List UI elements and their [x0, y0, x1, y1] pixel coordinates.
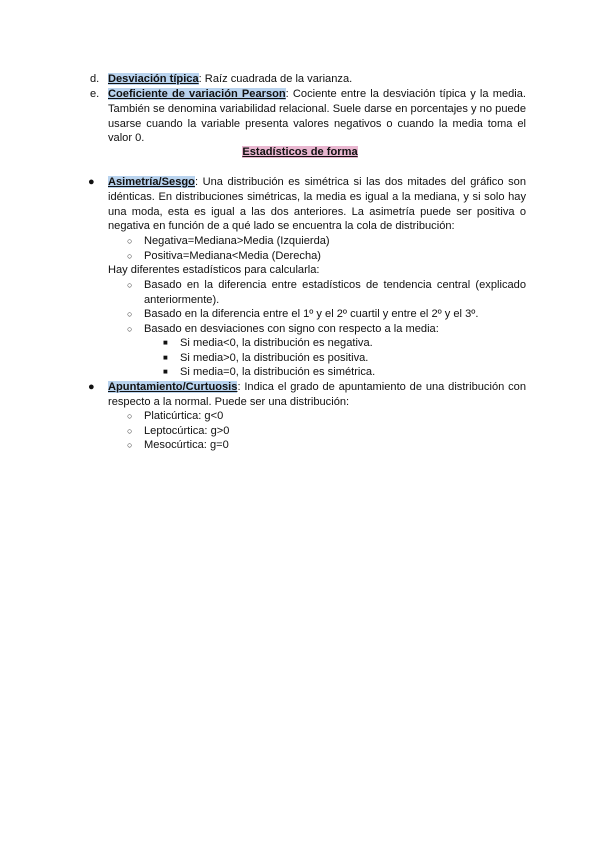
definition-text: : Raíz cuadrada de la varianza. [198, 73, 353, 85]
definition-text: : Una distribución es simétrica si las dos mitades del gráfico son idénticas. En distribuciones simétricas, la media es igual a la mediana, y si solo hay una moda, esta es igual a las dos anteriores. La asimetría puede ser positiva o negativa en función de a qué lado se encuentra la cola de distribución: [108, 176, 526, 233]
document-page: d. Desviación típica: Raíz cuadrada de la varianza. e. Coeficiente de variación Pearson: Cociente entre la desviación típica y la media. También se denomina variabilidad relacional. Suele darse en porcentajes y no puede usarse cuando la variable presenta valores negativos o cuando la media toma el valor 0. Estadísticos de forma ● Asimetría/Sesgo: Una distribución es simétrica si las dos mitades del gráfico son idénticas. En distribuciones simétricas, la media es igual a la mediana, y si solo hay una moda, esta es igual a las dos anteriores. La asimetría puede ser positiva o negativa en función de a qué lado se encuentra la cola de distribución: ○ Negativa=Mediana>Media (Izquierda) ○ Positiva=Mediana<Media (Derecha) Hay diferentes estadísticos para calcularla: ○ Basado en la diferencia entre estadísticos de tendencia central (explicado anteriormente). ○ Basado en la diferencia entre el 1º y el 2º cuartil y entre el 2º y el 3º. ○ Basado en desviaciones con signo con respecto a la media: ■ Si media<0, la distribución es negativa. ■ Si media>0, la distribución es positiva. ■ Si media=0, la distribución es simétrica. ● Apuntamiento/Curtuosis: Indica el grado de apuntamiento de una distribución con respecto a la normal. Puede ser una distribución: ○ Platicúrtica: g<0 ○ Leptocúrtica: g>0 ○ Mesocúrtica: g=0 [0, 0, 600, 848]
circle-marker: ○ [127, 236, 133, 246]
circle-marker: ○ [127, 440, 133, 450]
circle-marker: ○ [127, 280, 133, 290]
list-item-d [0, 72, 600, 87]
section-heading: Estadísticos de forma [242, 146, 358, 158]
term-coeficiente-variacion: Coeficiente de variación Pearson [108, 88, 286, 100]
circle-marker: ○ [127, 324, 133, 334]
list-marker: d. [90, 73, 100, 85]
paragraph: Hay diferentes estadísticos para calcularla: [108, 264, 320, 276]
list-marker: e. [90, 88, 100, 100]
definition-text: : Cociente entre la desviación típica y la media. También se denomina variabilidad relacional. Suele darse en porcentajes y no puede usarse cuando la variable presenta valores negativos o cuando la media toma el valor 0. [108, 88, 527, 145]
circle-marker: ○ [127, 251, 133, 261]
term-asimetria: Asimetría/Sesgo [108, 176, 195, 188]
square-marker: ■ [163, 353, 168, 362]
term-apuntamiento: Apuntamiento/Curtuosis [108, 381, 238, 393]
square-marker: ■ [163, 367, 168, 376]
term-desviacion-tipica: Desviación típica [108, 73, 199, 85]
method-item: ○ Basado en la diferencia entre estadísticos de tendencia central (explicado anteriormente). [127, 279, 526, 306]
circle-marker: ○ [127, 426, 133, 436]
bullet-marker: ● [88, 176, 95, 188]
bullet-apuntamiento [0, 380, 600, 410]
square-marker: ■ [163, 338, 168, 347]
definition-text: : Indica el grado de apuntamiento de una distribución con respecto a la normal. Puede ser una distribución: [108, 381, 526, 408]
list-item-e [0, 87, 600, 147]
bullet-asimetria [0, 175, 600, 235]
circle-marker: ○ [127, 309, 133, 319]
bullet-marker: ● [88, 381, 95, 393]
circle-marker: ○ [127, 411, 133, 421]
